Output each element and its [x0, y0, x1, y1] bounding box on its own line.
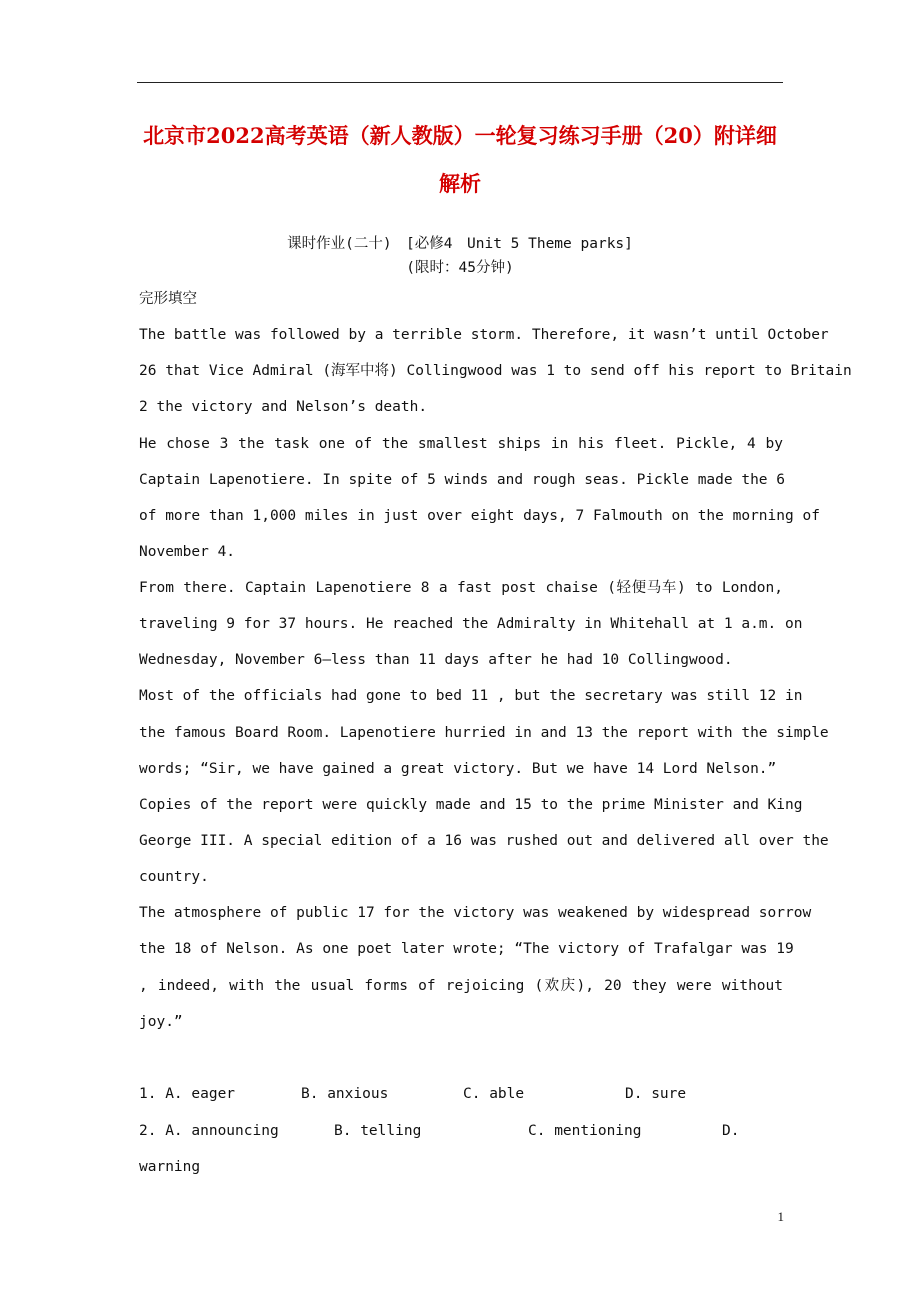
- passage-line: From there. Captain Lapenotiere 8 a fast post chaise (轻便马车) to London,: [139, 580, 783, 596]
- document-title-line-1: 北京市2022高考英语（新人教版）一轮复习练习手册（20）附详细: [143, 123, 777, 148]
- passage-line: joy.”: [139, 1014, 183, 1030]
- passage-line: words; “Sir, we have gained a great victory. But we have 14 Lord Nelson.”: [139, 761, 777, 777]
- page-number: 1: [777, 1209, 784, 1224]
- passage-line: the famous Board Room. Lapenotiere hurried in and 13 the report with the simple: [139, 725, 829, 741]
- passage-line: The atmosphere of public 17 for the victory was weakened by widespread sorrow: [139, 905, 812, 921]
- question-1: [139, 1083, 783, 1105]
- question-2-option-d: D.: [722, 1123, 740, 1139]
- passage-line: 26 that Vice Admiral (海军中将) Collingwood was 1 to send off his report to Britain: [139, 363, 852, 379]
- passage-line: the 18 of Nelson. As one poet later wrote; “The victory of Trafalgar was 19: [139, 941, 794, 957]
- question-1-option-b: B. anxious: [301, 1086, 389, 1102]
- question-1-option-d: D. sure: [625, 1086, 687, 1102]
- question-2-option-d-text: warning: [139, 1159, 201, 1175]
- passage-line: Wednesday, November 6—less than 11 days after he had 10 Collingwood.: [139, 652, 733, 668]
- passage-line: George III. A special edition of a 16 was rushed out and delivered all over the: [139, 833, 829, 849]
- question-2-option-c: C. mentioning: [528, 1123, 642, 1139]
- question-1-option-c: C. able: [463, 1086, 525, 1102]
- passage-line: The battle was followed by a terrible storm. Therefore, it wasn’t until October: [139, 327, 829, 343]
- question-2-option-a: 2. A. announcing: [139, 1123, 279, 1139]
- passage-line: 2 the victory and Nelson’s death.: [139, 399, 428, 415]
- passage-line: Copies of the report were quickly made and 15 to the prime Minister and King: [139, 797, 803, 813]
- question-2: [139, 1120, 783, 1142]
- header-rule: [137, 82, 783, 83]
- passage-line: Captain Lapenotiere. In spite of 5 winds and rough seas. Pickle made the 6: [139, 472, 786, 488]
- passage-line: traveling 9 for 37 hours. He reached the Admiralty in Whitehall at 1 a.m. on: [139, 616, 803, 632]
- passage-line: Most of the officials had gone to bed 11 , but the secretary was still 12 in: [139, 688, 803, 704]
- lesson-subtitle: 课时作业(二十) [必修4 Unit 5 Theme parks]: [287, 236, 633, 252]
- document-title-line-2: 解析: [439, 171, 481, 196]
- passage-line: country.: [139, 869, 209, 885]
- passage-line: November 4.: [139, 544, 236, 560]
- question-1-option-a: 1. A. eager: [139, 1086, 236, 1102]
- question-2-option-b: B. telling: [334, 1123, 422, 1139]
- passage-line: of more than 1,000 miles in just over eight days, 7 Falmouth on the morning of: [139, 508, 820, 524]
- time-limit: (限时：45分钟): [406, 260, 514, 276]
- passage-line: He chose 3 the task one of the smallest ships in his fleet. Pickle, 4 by: [139, 436, 783, 452]
- passage-line: , indeed, with the usual forms of rejoicing (欢庆), 20 they were without: [139, 978, 783, 994]
- section-heading: 完形填空: [139, 291, 197, 307]
